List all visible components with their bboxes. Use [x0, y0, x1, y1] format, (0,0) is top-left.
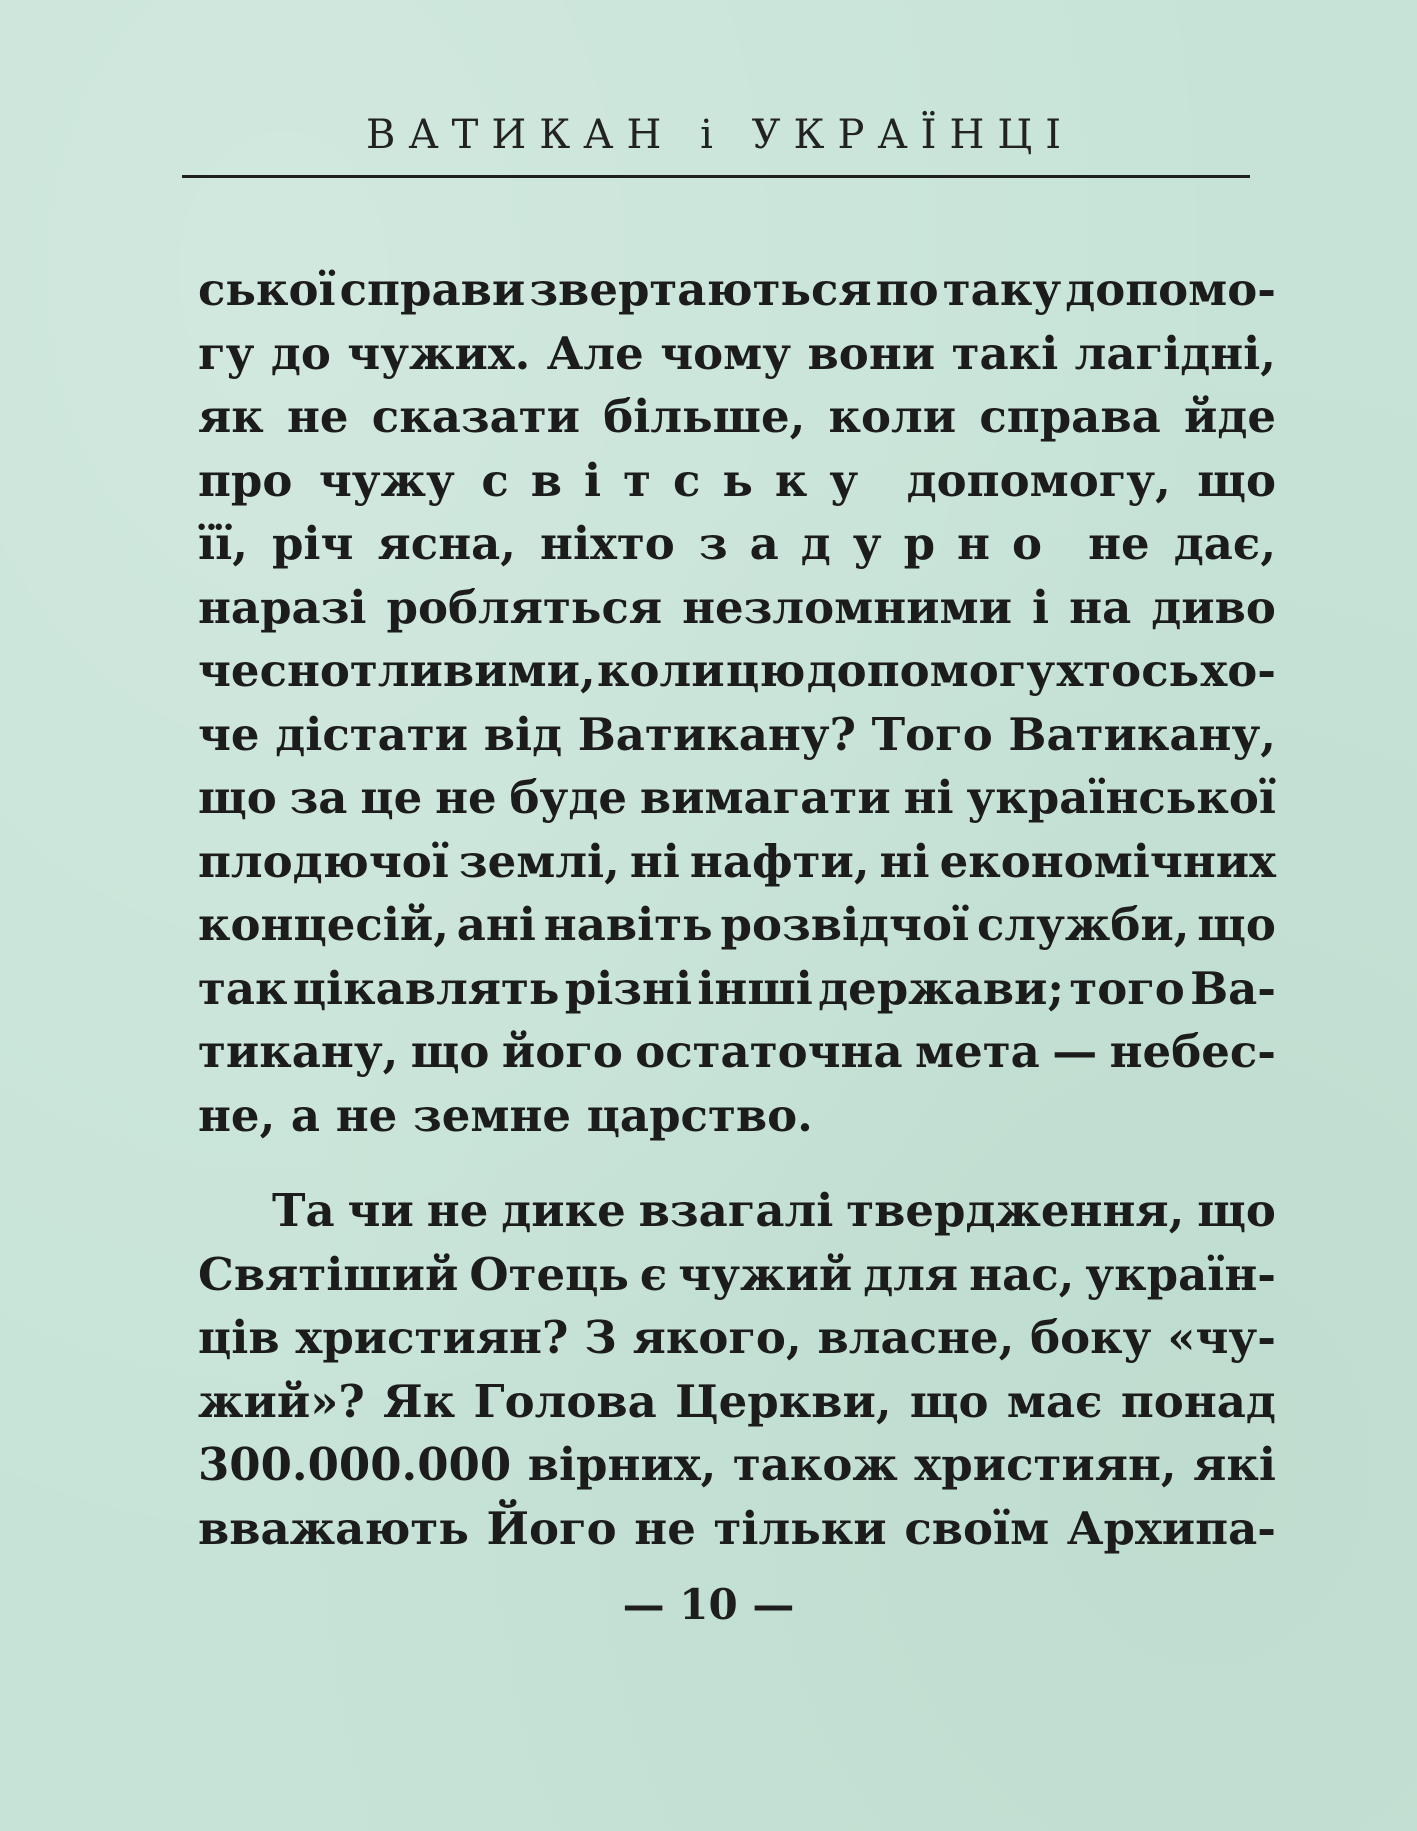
word: за — [289, 771, 348, 824]
word: остаточна — [635, 1025, 903, 1078]
word: жий»? — [198, 1374, 365, 1428]
word: що — [410, 1025, 490, 1078]
word: справи — [339, 263, 526, 316]
word: «чу- — [1167, 1311, 1276, 1364]
word: Його — [486, 1501, 617, 1555]
word: до — [270, 326, 331, 380]
word: від — [483, 707, 563, 761]
word: дістати — [275, 707, 469, 761]
word: Але — [546, 326, 644, 380]
word: чи — [347, 1184, 414, 1237]
word: що — [1197, 898, 1276, 951]
text-line — [198, 703, 1276, 767]
text-line — [198, 449, 1276, 513]
word: дає, — [1173, 517, 1276, 570]
text-line — [198, 1243, 1276, 1307]
word: чужу — [318, 453, 455, 507]
word: че — [198, 707, 260, 761]
text-line — [198, 322, 1276, 386]
word: чому — [660, 326, 792, 380]
text-line — [198, 1433, 1276, 1497]
spaced-emphasis: світську — [481, 453, 881, 507]
word: понад — [1120, 1374, 1276, 1428]
text-line — [198, 830, 1276, 894]
word: що — [1197, 1184, 1276, 1237]
word: цю — [725, 644, 806, 697]
word: гу — [198, 326, 255, 380]
word: концесій, — [198, 898, 449, 951]
word: розвідчої — [720, 898, 970, 951]
word: Отець — [469, 1247, 629, 1301]
word: буде — [509, 771, 627, 824]
word: річ — [271, 517, 354, 570]
word: її, — [198, 517, 248, 570]
word: нафти, — [689, 834, 870, 888]
word: диво — [1151, 580, 1276, 634]
word: так — [198, 961, 288, 1015]
word: Ва- — [1190, 961, 1276, 1015]
word: ні — [879, 834, 930, 888]
word: таку — [942, 263, 1062, 316]
spaced-emphasis: задурно — [698, 517, 1064, 570]
word: не — [1088, 517, 1150, 570]
body-text — [198, 258, 1276, 1560]
word: Ватикану? — [577, 707, 856, 761]
word: ніхто — [540, 517, 675, 570]
paragraph-gap — [198, 1147, 1276, 1179]
word: є — [639, 1247, 668, 1301]
word: що — [1197, 453, 1276, 507]
word: не — [286, 390, 349, 443]
word: на — [1069, 580, 1132, 634]
word: чужий — [678, 1247, 853, 1301]
word: ні — [629, 834, 680, 888]
word: не — [435, 771, 497, 824]
word: і — [1032, 580, 1050, 634]
word: це — [360, 771, 423, 824]
word: хо- — [1200, 644, 1276, 697]
word: не — [634, 1501, 696, 1555]
word: християн? — [295, 1311, 569, 1364]
word: які — [1193, 1438, 1276, 1491]
word: вважають — [198, 1501, 469, 1555]
word: взагалі — [638, 1184, 834, 1237]
word: царство. — [586, 1088, 813, 1142]
word: більше, — [603, 390, 806, 443]
word: Як — [383, 1374, 456, 1428]
word: має — [1006, 1374, 1103, 1428]
word: не — [335, 1088, 398, 1142]
word: коли — [597, 644, 725, 697]
word: по — [875, 263, 939, 316]
word: плодючої — [198, 834, 449, 888]
word: ані — [456, 898, 536, 951]
text-line — [198, 1179, 1276, 1243]
text-line — [198, 258, 1276, 322]
word: З — [584, 1311, 617, 1364]
text-line — [198, 1306, 1276, 1370]
word: також — [732, 1438, 898, 1491]
word: 300.000.000 — [198, 1438, 512, 1491]
word: навіть — [543, 898, 713, 951]
word: ців — [198, 1311, 280, 1364]
word: своїм — [904, 1501, 1050, 1555]
word: а — [290, 1088, 321, 1142]
word: що — [909, 1374, 989, 1428]
word: сказати — [371, 390, 580, 443]
word: — — [1052, 1025, 1098, 1078]
word: допомогу, — [906, 453, 1171, 507]
word: Ватикану, — [1008, 707, 1276, 761]
word: держави; — [818, 961, 1065, 1015]
word: хтось — [1056, 644, 1200, 697]
running-head: ВАТИКАН і УКРАЇНЦІ — [365, 112, 1075, 158]
text-line — [198, 766, 1276, 830]
word: дике — [501, 1184, 626, 1237]
word: для — [863, 1247, 959, 1301]
word: ні — [903, 771, 954, 824]
word: вони — [807, 326, 936, 380]
word: як — [198, 390, 264, 443]
page-number: — 10 — — [622, 1580, 795, 1629]
text-line — [198, 639, 1276, 703]
word: цікавлять — [292, 961, 560, 1015]
word: якого, — [632, 1311, 802, 1364]
word: не, — [198, 1088, 276, 1142]
word: Та — [272, 1184, 335, 1237]
word: лагідні, — [1074, 326, 1276, 380]
word: вимагати — [639, 771, 891, 824]
word: Голова — [473, 1374, 657, 1428]
text-line — [198, 385, 1276, 449]
word: Того — [871, 707, 993, 761]
word: наразі — [198, 580, 367, 634]
word: Архипа- — [1066, 1501, 1276, 1555]
word: інші — [697, 961, 813, 1015]
word: не — [426, 1184, 489, 1237]
text-line — [198, 576, 1276, 640]
word: ської — [198, 263, 336, 316]
word: коли — [828, 390, 957, 443]
text-line — [198, 512, 1276, 576]
word: мета — [915, 1025, 1040, 1078]
word: його — [501, 1025, 623, 1078]
word: справа — [979, 390, 1161, 443]
word: нас, — [969, 1247, 1075, 1301]
word: тикану, — [198, 1025, 399, 1078]
word: твердження, — [846, 1184, 1185, 1237]
word: чужих. — [347, 326, 531, 380]
paragraph-1 — [198, 258, 1276, 1147]
word: християн, — [914, 1438, 1177, 1491]
text-line — [198, 893, 1276, 957]
word: того — [1069, 961, 1185, 1015]
word: тільки — [713, 1501, 887, 1555]
word: Святіший — [198, 1247, 459, 1301]
paragraph-2 — [198, 1179, 1276, 1560]
word: що — [198, 771, 277, 824]
word: ясна, — [377, 517, 516, 570]
word: чеснотливими, — [198, 644, 596, 697]
word: власне, — [817, 1311, 1015, 1364]
text-line — [198, 1497, 1276, 1561]
word: служби, — [976, 898, 1190, 951]
word: такі — [951, 326, 1059, 380]
text-line — [198, 957, 1276, 1021]
word: української — [966, 771, 1276, 824]
word: Церкви, — [675, 1374, 892, 1428]
word: незломними — [682, 580, 1013, 634]
word: про — [198, 453, 293, 507]
word: різні — [564, 961, 693, 1015]
word: робляться — [386, 580, 663, 634]
word: економічних — [939, 834, 1276, 888]
word: допомогу — [806, 644, 1056, 697]
word: звертаються — [529, 263, 872, 316]
word: вірних, — [527, 1438, 717, 1491]
word: допомо- — [1065, 263, 1276, 316]
word: боку — [1030, 1311, 1152, 1364]
header-rule — [182, 175, 1250, 178]
word: землі, — [458, 834, 620, 888]
text-line — [198, 1370, 1276, 1434]
word: україн- — [1085, 1247, 1276, 1301]
text-line — [198, 1020, 1276, 1084]
text-line — [198, 1084, 1276, 1148]
word: небес- — [1109, 1025, 1276, 1078]
word: земне — [413, 1088, 572, 1142]
word: йде — [1184, 390, 1276, 443]
